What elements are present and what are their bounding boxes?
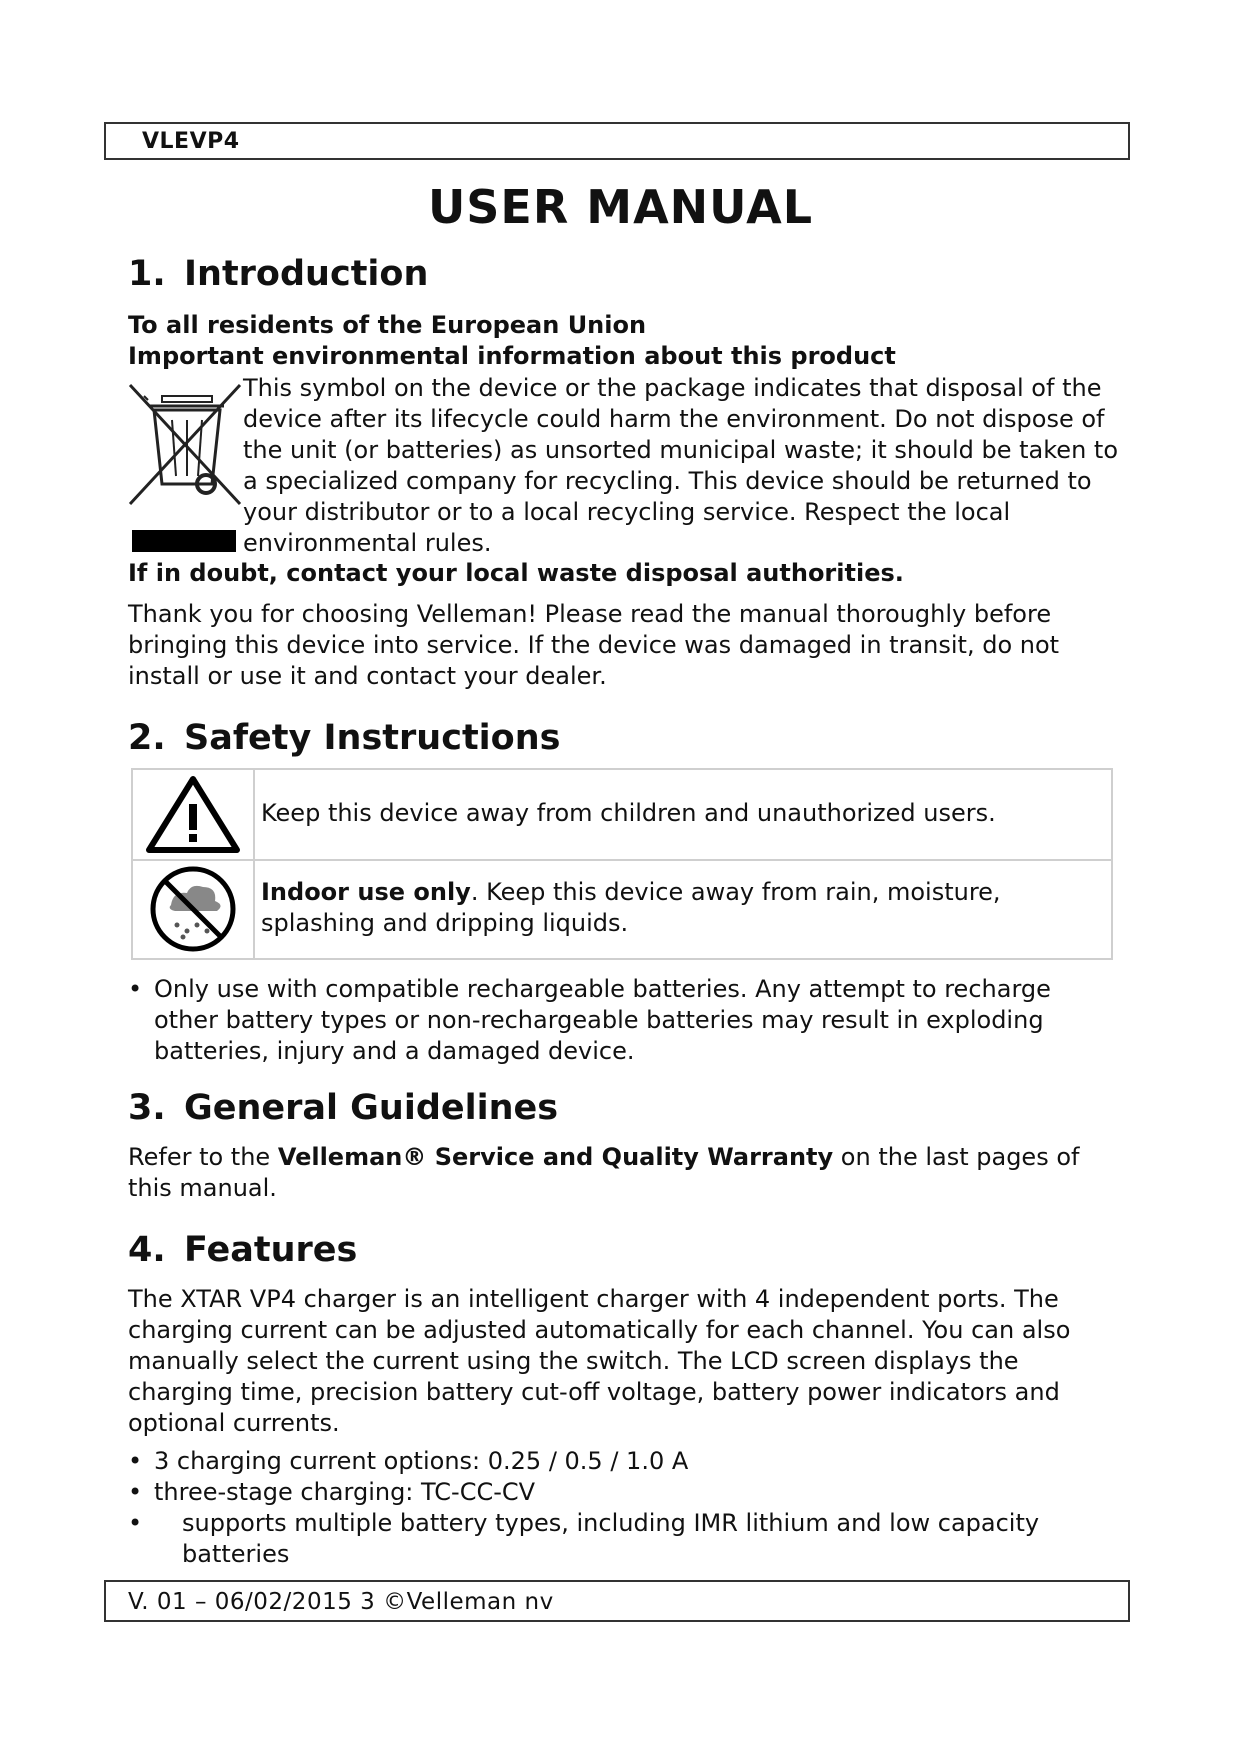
list-item: • three-stage charging: TC-CC-CV [128, 1477, 1118, 1508]
footer-box [104, 1580, 1130, 1622]
section-1-heading [128, 254, 428, 294]
footer-text: V. 01 – 06/02/2015 3 ©Velleman nv [128, 1589, 554, 1615]
section-4-title: Features [184, 1230, 358, 1270]
guidelines-post: on the last pages of this manual. [128, 1143, 1080, 1202]
section-3-title: General Guidelines [184, 1088, 559, 1128]
model-label: VLEVP4 [142, 129, 240, 154]
indoor-use-detail: . Keep this device away from rain, moisture, splashing and dripping liquids. [261, 878, 1001, 937]
safety-row [133, 770, 1111, 861]
guidelines-pre: Refer to the [128, 1143, 278, 1171]
header-box [104, 122, 1130, 160]
section-2-number: 2. [128, 718, 166, 758]
safety-row [133, 859, 1111, 958]
env-line: Important environmental information about this product [128, 342, 896, 370]
features-paragraph: The XTAR VP4 charger is an intelligent charger with 4 independent ports. The charging current can be adjusted automatically for each channel. You can also manually select the current using the switch. The LCD screen displays the charging time, precision battery cut-off voltage, battery power indicators and optional currents. [128, 1285, 1071, 1437]
section-3-number: 3. [128, 1088, 166, 1128]
list-item: • supports multiple battery types, including IMR lithium and low capacity batteries [128, 1508, 1118, 1570]
section-2-heading [128, 718, 560, 758]
warranty-link: Velleman® Service and Quality Warranty [277, 1143, 834, 1171]
section-4-heading [128, 1230, 357, 1270]
weee-text: This symbol on the device or the package indicates that disposal of the device after its lifecycle could harm the environment. Do not dispose of the unit (or batteries) as unsorted municipal waste; it should be taken to a specialized company for recycling. This device should be returned to your distributor or to a local recycling service. Respect the local environmental rules. [243, 374, 1119, 557]
safety-table [131, 768, 1113, 960]
page-title: USER MANUAL [427, 180, 814, 234]
section-4-number: 4. [128, 1230, 166, 1270]
weee-bin-icon [124, 380, 244, 556]
eu-line: To all residents of the European Union [128, 311, 647, 339]
safety-icon-cell [133, 859, 255, 958]
warning-triangle-icon [133, 770, 253, 859]
list-item: • Only use with compatible rechargeable batteries. Any attempt to recharge other battery types or non-rechargeable batteries may result in exploding batteries, injury and a damaged device. [128, 974, 1118, 1067]
thanks-paragraph: Thank you for choosing Velleman! Please read the manual thoroughly before bringing this device into service. If the device was damaged in transit, do not install or use it and contact your dealer. [128, 600, 1060, 690]
safety-bullets [128, 974, 1118, 1067]
safety-row-1-text: Keep this device away from children and unauthorized users. [261, 799, 996, 827]
section-1-number: 1. [128, 254, 166, 294]
features-bullets [128, 1446, 1118, 1570]
list-item: • 3 charging current options: 0.25 / 0.5 / 1.0 A [128, 1446, 1118, 1477]
section-3-heading [128, 1088, 558, 1128]
safety-icon-cell [133, 770, 255, 859]
no-rain-icon [133, 859, 253, 958]
section-2-title: Safety Instructions [184, 718, 561, 758]
safety-row-2-text [261, 877, 1101, 939]
guidelines-paragraph [128, 1142, 1118, 1204]
indoor-use-label: Indoor use only [261, 878, 471, 906]
doubt-line: If in doubt, contact your local waste disposal authorities. [128, 559, 904, 587]
section-1-title: Introduction [184, 254, 429, 294]
